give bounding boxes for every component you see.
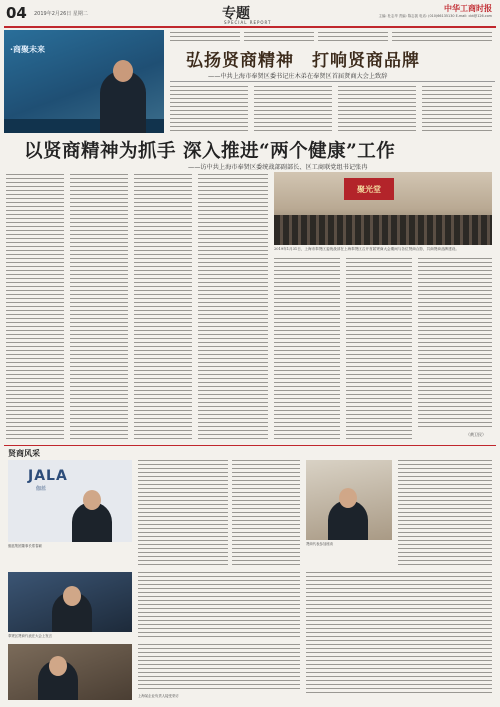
article1-text-col6 (254, 86, 332, 132)
editor-meta: 主编: 杜志华 责编: 陈志凯 电话: (010)66135130 E-mail: cbt@126.com (378, 14, 492, 18)
portrait-jala (8, 460, 132, 542)
portrait-caption: 贤商代表参加座谈 (306, 542, 334, 546)
person-head (83, 490, 101, 510)
group-photo (274, 172, 492, 245)
feature-text-col3 (138, 572, 300, 638)
newspaper-brand: 中华工商时报 (444, 4, 492, 13)
person-head (63, 586, 81, 606)
portrait-caption: 上海某企业负责人接受采访 (138, 694, 179, 698)
article1-headline: 弘扬贤商精神 打响贤商品牌 (186, 51, 420, 71)
article2-headline: 以贤商精神为抓手 深入推进“两个健康”工作 (24, 141, 396, 162)
feature-text-col4 (138, 644, 300, 692)
header-divider (4, 26, 496, 28)
article2-text-col4 (198, 174, 268, 440)
photo-overlay-text: ·商聚未来 (10, 45, 46, 54)
article2-text-col6 (346, 258, 412, 440)
article1-text-col1 (170, 32, 240, 44)
feature-text-col5 (398, 460, 492, 568)
page-number: 04 (6, 4, 27, 22)
portrait-speaker (8, 572, 132, 632)
author-note: （黄卫民） (466, 432, 486, 437)
article1-text-col4 (392, 32, 492, 44)
article1-text-col8 (422, 86, 492, 132)
section-title: 专题 (222, 6, 250, 22)
article1-text-col2 (244, 32, 314, 44)
article1-text-col5 (170, 86, 248, 132)
article2-text-col5 (274, 258, 340, 440)
feature-section-title: 贤商风采 (8, 448, 40, 458)
crowd (274, 215, 492, 245)
feature-text-col6 (306, 572, 492, 696)
section-divider (4, 445, 496, 446)
feature-text-col1 (138, 460, 228, 568)
article2-text-col3 (134, 174, 192, 440)
article2-text-col7 (418, 258, 492, 428)
article2-text-col1 (6, 174, 64, 440)
portrait-right (306, 460, 392, 540)
headline-rule (170, 81, 495, 82)
portrait-caption: 伽蓝集团董事长郑春颖 (8, 544, 42, 548)
article2-subtitle: ——访中共上海市奉贤区委统战部副部长、区工商联党组书记张冉 (188, 164, 368, 171)
speaker-head (113, 60, 133, 82)
article1-text-col7 (338, 86, 416, 132)
issue-date: 2019年2月26日 星期二 (34, 11, 88, 17)
article1-subtitle: ——中共上海市奉贤区委书记庄木弟在奉贤区首届贤商大会上致辞 (208, 73, 388, 80)
feature-text-col2 (232, 460, 300, 568)
portrait-caption: 奉贤区贤商代表在大会上发言 (8, 634, 53, 638)
jala-logo-sub: 伽蓝 (36, 486, 47, 492)
banner-sign: 聚光堂 (344, 178, 394, 200)
person-head (49, 656, 67, 676)
section-title-en: SPECIAL REPORT (224, 20, 272, 25)
portrait-interview (8, 644, 132, 700)
person-head (339, 488, 357, 508)
jala-logo: JALA (28, 468, 68, 484)
group-photo-caption: 2019年1月31日，上海市奉贤区委统战部在上海奉贤区召开首届贤商大会期间与各位贤商合影，共商贤商品牌建设。 (274, 247, 459, 251)
article2-text-col2 (70, 174, 128, 440)
article1-text-col3 (318, 32, 388, 44)
speaker-photo (4, 30, 164, 133)
